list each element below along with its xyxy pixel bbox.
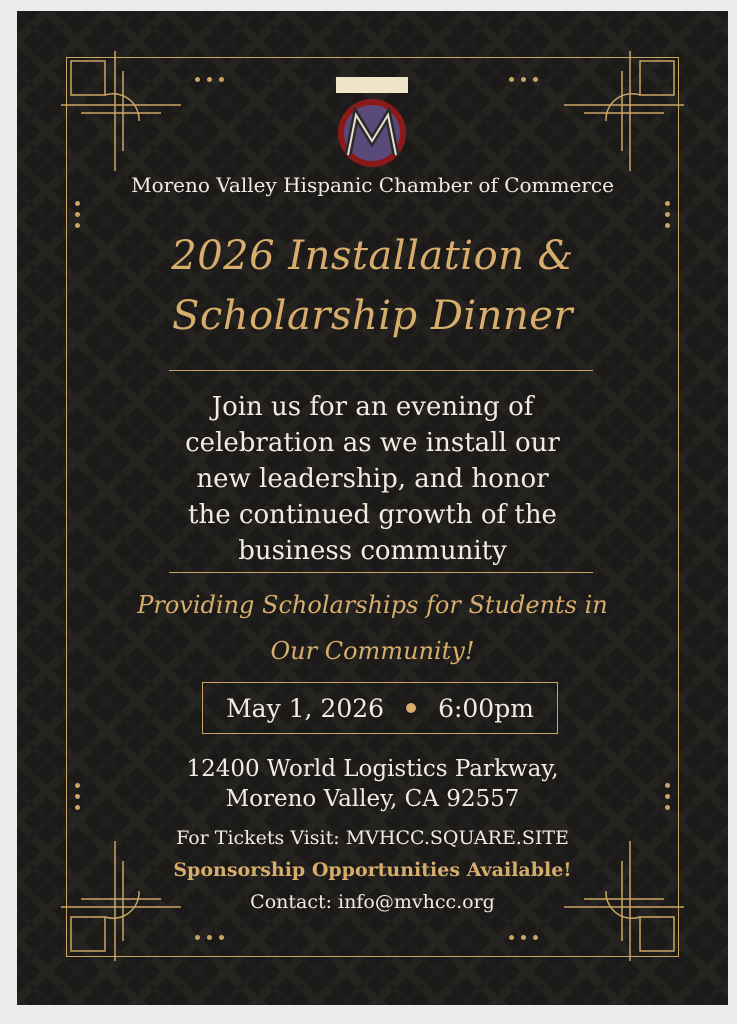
invitation-line: new leadership, and honor xyxy=(196,464,549,494)
event-title-line-2: Scholarship Dinner xyxy=(172,293,573,339)
invitation-line: Join us for an evening of xyxy=(211,392,534,422)
event-flyer xyxy=(17,11,728,1005)
tickets-info: For Tickets Visit: MVHCC.SQUARE.SITE xyxy=(176,827,569,849)
dot-ornament xyxy=(195,935,224,940)
art-deco-corner-top-left xyxy=(61,51,191,181)
contact-info: Contact: info@mvhcc.org xyxy=(250,891,495,913)
art-deco-corner-top-right xyxy=(554,51,684,181)
address-line-2: Moreno Valley, CA 92557 xyxy=(225,786,520,812)
invitation-line: celebration as we install our xyxy=(185,428,560,458)
invitation-line: the continued growth of the xyxy=(188,500,557,530)
date-time-box xyxy=(202,682,558,734)
dot-ornament xyxy=(509,77,538,82)
sponsorship-notice: Sponsorship Opportunities Available! xyxy=(173,859,572,881)
invitation-line: business community xyxy=(238,536,507,566)
invitation-text xyxy=(17,389,728,569)
organization-name: Moreno Valley Hispanic Chamber of Commerce xyxy=(131,173,614,197)
divider xyxy=(169,370,593,371)
dot-ornament xyxy=(509,935,538,940)
separator-dot xyxy=(406,703,416,713)
divider xyxy=(169,572,593,573)
dot-ornament xyxy=(75,201,80,228)
scholarship-tagline-line-2: Our Community! xyxy=(270,637,475,665)
scholarship-tagline-line-1: Providing Scholarships for Students in xyxy=(137,591,608,619)
event-date: May 1, 2026 xyxy=(226,693,385,723)
event-title-line-1: 2026 Installation & xyxy=(171,233,574,279)
event-time: 6:00pm xyxy=(438,693,534,723)
chamber-logo xyxy=(334,75,410,171)
dot-ornament xyxy=(195,77,224,82)
dot-ornament xyxy=(665,201,670,228)
address-line-1: 12400 World Logistics Parkway, xyxy=(186,756,559,782)
